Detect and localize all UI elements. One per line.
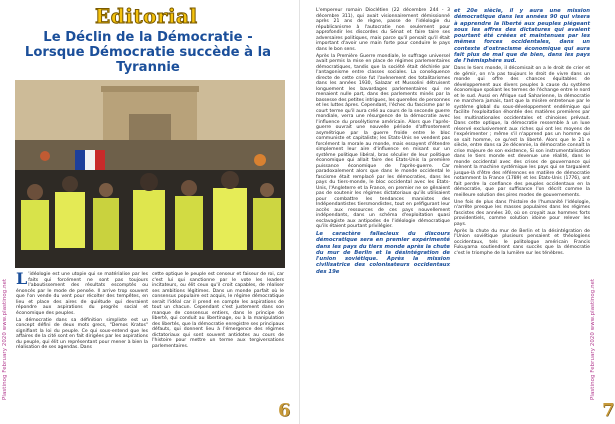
paragraph: Après la chute du mur de Berlin et la désintégration de l'Union soviétique plusieurs pensaient et théologiens occidentaux, tels le politologue américain Francis Fukuyama soutiendront sans succès que la démocratie c'est le triomphe de la lumière sur les ténèbres. bbox=[454, 228, 590, 256]
protest-photo-illustration bbox=[15, 80, 285, 268]
highlighted-quote: et 20e siècle, il y aura une mission démocratique dans les années 90 qui visera à apprendre la liberté aux peuples piégeant sous les affres des dictatures qui avaient pourtant été créées et maintenues par les mêmes forces occidentales, dans un contexte d'ostracisme économique qui aura fait plus de mal que de bien, dans les pays de l'hémisphère sud. bbox=[454, 8, 590, 65]
spine-text-left: Plastinog February 2020 www.plastinog.net bbox=[2, 278, 8, 400]
page-number-right: 7 bbox=[602, 400, 615, 421]
left-page bbox=[0, 0, 300, 424]
paragraph: L'empereur romain Dioclétien (22 décembre 244 - 3 décembre 311), qui avait visionnairement démissionné après 21 ans de règne, passe de l'idéologie du républicanisme à l'autocratie non seulement pour approfondir les discordes du Sénat et faire taire ses adversaires politiques, mais parce qu'il pensait qu'il était important d'avoir une main forte pour conduire le pays dans le bon sens. bbox=[316, 8, 450, 52]
article-title: Le Déclin de la Démocratie - Lorsque Démocratie succède à la Tyrannie bbox=[24, 30, 272, 75]
drop-cap: L bbox=[16, 269, 28, 288]
right-column-2 bbox=[454, 8, 590, 408]
protest-photo bbox=[15, 80, 285, 268]
section-title: Editorial bbox=[95, 4, 198, 28]
right-column-1 bbox=[316, 8, 450, 418]
paragraph: La démocratie dans sa définition simpliste est un concept défini de deux mots grecs, "Demos Kratos" signifiant la loi du peuple. Ce qui sous-entend que les affaires de la cité sont en fait dirigées par les aspirations du peuple, qui élit un représentant pour mener à bien la réalisation de ses agendas. Dans bbox=[16, 317, 148, 350]
paragraph: Une fois de plus dans l'histoire de l'humanité l'idéologie, n'arrête presque les masses populaires dans les régimes fascistes des années 30, où on croyait aux hommes forts providentiels, comme solution idoine pour relever les pays. bbox=[454, 199, 590, 227]
paragraph: Après la Première Guerre mondiale, le suffrage universel avait permis la mise en place de régimes parlementaires démocratiques, tandis que la société était déchirée par l'antagonisme entre classes sociales. La conséquence directe de cette crise fut l'avènement des totalitarismes dans les années 1930, Salazar et Mussolini détruisent longuement les bavardages parlementaires qui ne menaient nulle part, dans des parlements minés par la bassesse des petites intrigues, les querelles de personnes et les luttes âpres. Cependant, l'échec du fascisme par le court terme qu'il aura créé au cours de la seconde guerre mondiale, verra une résurgence de la démocratie avec l'influence du prosélytisme américain. Alors que l'après-guerre ouvrait une nouvelle période d'affrontement asymétrique par la guerre froide entre le bloc communiste et capitaliste; les Etats-Unis ne vendent pas forcément la morale au monde, mais essayent d'étendre simplement leur aire d'influence en misant sur un système politique libéral, bras séculier de leur politique économique qui allait faire des Etats-Unis la première puissance économique de l'après-guerre. Car paradoxalement alors que dans le monde occidental le fascisme était remplacé par les démocraties, dans les pays du tiers-monde, le bloc occidental avec les Etats-Unis, l'Angleterre et la France, en premier ne se gênaient pas de soutenir les régimes dictatoriaux qu'ils utilisaient pour combattre les tendances marxistes des Indépendantistes tiersmondistes, tout en préfigurant leur accès aux ressources de ces pays nouvellement indépendants, dans un schéma d'exploitation quasi esclavagiste aux antipodes de l'idéologie démocratique qu'ils étaient pourtant privilégier. bbox=[316, 53, 450, 229]
spine-text-right: Plastinog February 2020 www.plastinog.net bbox=[590, 278, 596, 400]
paragraph: Dans le tiers monde, il décomisait on a le droit de crier et de gémir, on n'a pas toujours le droit de vivre dans un monde qui offre des chances équitables de développement aux divers peuples à cause du système économique spoliant les termes de l'échange entre le nord et le sud. Aussi en Afrique sud Saharienne, la démocratie ne marchera jamais, tant que la misère entretenue par le système global du sous-développement endémique qui facilite l'exploitation éhontée des matières premières par les multinationales occidentales et chinoises prévaut. Dans cette optique, la démocratie ressemble à un luxe réservé exclusivement aux riches qui ont les moyens de l'expérimenter ; même s'il n'apprend pas un homme qui se sait homme, ce qu'est la liberté. Alors que le 21 e siècle, entre dans sa 2e décennie, la démocratie connaît la crise majeure de son existence, Si son instrumentalisation dans le tiers monde est devenue une réalité, dans le monde occidental avec des crises de gouvernance qui mènent la machine systémique les pays qui se targuaient jusque-là d'être des références en matière de démocratie notamment la France (1789) et les Etats-Unis (1776), ont fait perdre la confiance des peuples occidentaux en la démocratie, que par suffisance l'on décrit comme la meilleure solution des pires modes de gouvernements. bbox=[454, 66, 590, 198]
paragraph: cette optique le peuple est censeur et faiseur de roi, car c'est lui qui sanctionne par le vote les leaders incitateurs, ou élit ceux qu'il croit capables, de réaliser ses ambitions légitimes. Dans un monde parfait où le consensus populaire est acquis, le régime démocratique serait l'idéal car il prend en compte les aspirations de tout un chacun. Cependant c'est justement dans son manque de consensus entiers, dans le principe de liberté, qui conduit au libertinage, ou à la manipulation des libertés, que la démocratie enregistre ses principaux défauts, qui donnent lieu à l'émergence des régimes dictatoriaux qui sont souvent antidotes au cours de l'histoire pour mettre un terme aux tergiversations parlementaires. bbox=[152, 272, 284, 349]
left-column-2 bbox=[152, 272, 284, 397]
paragraph: 'idéologie est une utopie qui se matérialise par les faits qui forcément ne sont pas toujours l'aboutissement des résultats escomptés ou énoncés par le mode de pensée. Il arrive trop souvent que l'on vende du vent pour récolter des tempêtes, en lieu et place des aires de quiétude qui devraient répondre aux aspirations du progrès social et économique des peuples. bbox=[16, 272, 148, 316]
left-column-1 bbox=[16, 269, 148, 412]
page-number-left: 6 bbox=[278, 400, 291, 421]
highlighted-quote: Le caractère fallacieux du discours démocratique sera en premier expérimenté dans les pays du tiers monde après la chute du mur de Berlin et la désintégration de l'union soviétique. Après la mission civilisatrice des colonisateurs occidentaux des 19e bbox=[316, 231, 450, 275]
